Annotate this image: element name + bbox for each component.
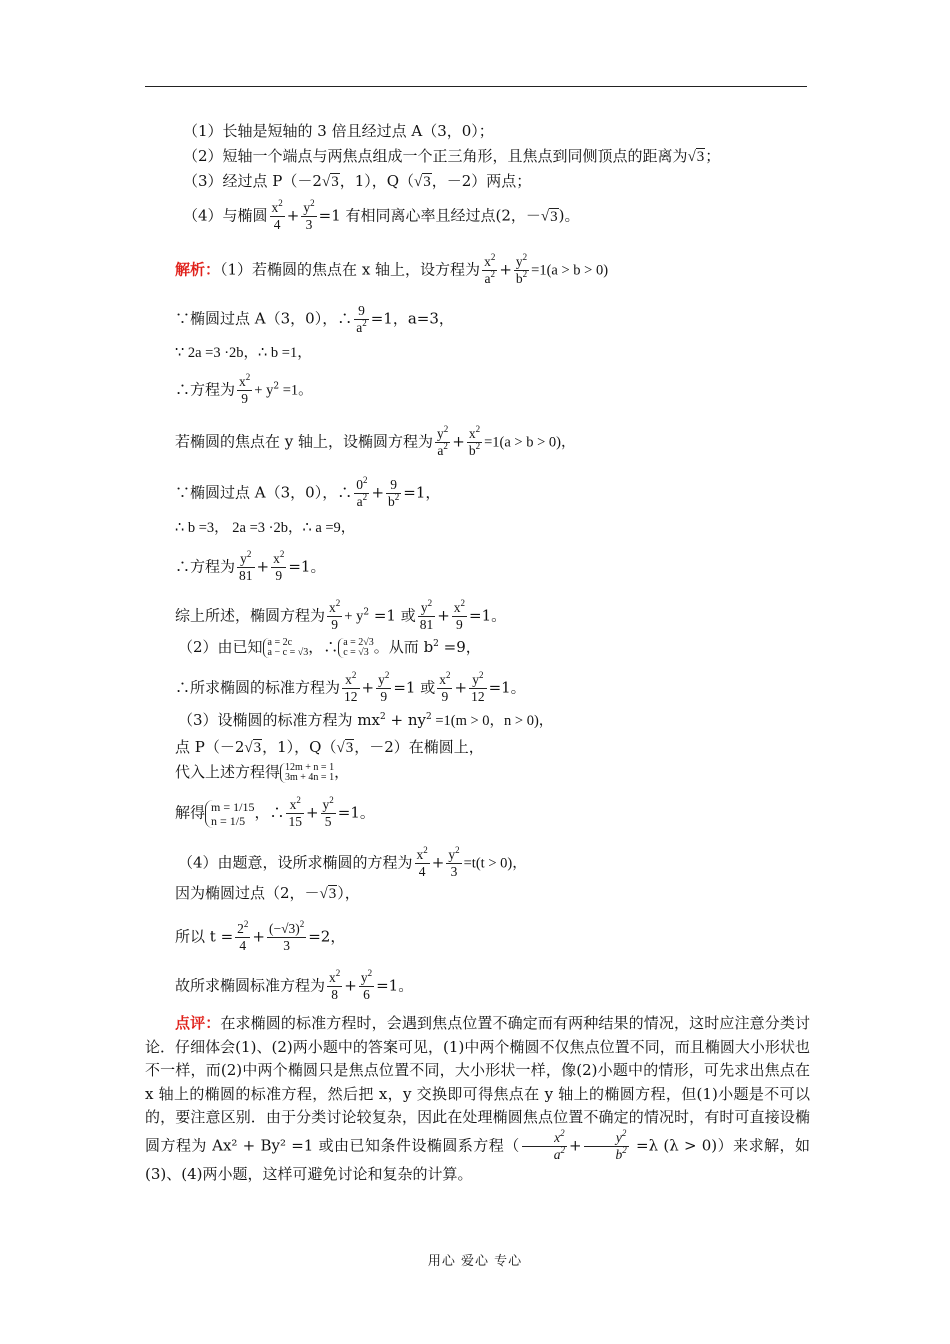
solution-3-points: 点 P（－2√3，1），Q（√3，－2）在椭圆上， — [175, 738, 484, 756]
solution-2-standard: ∴所求椭圆的标准方程为 $\frac{x^2}{12}$ + $\frac{y^2}{9}$ =1 或 $\frac{x^2}{9}$ + $\frac{y^2}{12}$ =1。 — [175, 670, 526, 704]
solution-3-result: 解得 m = 1/15 n = 1/5 ，∴ $\frac{x^2}{15}$ + $\frac{y^2}{5}$ =1。 — [175, 795, 375, 829]
question-3: （3）经过点 P（－2√3，1），Q（√3，－2）两点； — [183, 172, 532, 190]
question-2: （2）短轴一个端点与两焦点组成一个正三角形，且焦点到同侧顶点的距离为√3； — [183, 147, 721, 165]
solution-4-final: 故所求椭圆标准方程为 $\frac{x^2}{8}$ + $\frac{y^2}{6}$ =1。 — [175, 968, 414, 1002]
solution-1-y-case: 若椭圆的焦点在 y 轴上，设椭圆方程为 $\frac{y^2}{a^2}$ + $\frac{x^2}{b^2}$ =1(a > b > 0)， — [175, 424, 576, 458]
solution-1-pass-y: ∵椭圆过点 A（3，0），∴ $\frac{0^2}{a^2}$ + $\frac{9}{b^2}$ =1， — [175, 475, 441, 509]
solution-1-pass: ∵椭圆过点 A（3，0），∴ $\frac{9}{a^2}$ =1，a=3， — [175, 303, 454, 335]
solution-1-equation: ∴方程为 $\frac{x^2}{9}$ + $y^2 =1$。 — [175, 372, 313, 406]
solution-4-t: 所以 t = $\frac{2^2}{4}$ + $\frac{(-√3)^2}{3}$ =2， — [175, 919, 346, 953]
header-rule — [145, 86, 807, 87]
solution-1-relation: ∵ 2a =3 ·2b，∴ b =1， — [175, 345, 312, 361]
solution-3-setup: （3）设椭圆的标准方程为 $mx^2 + ny^2 =1(m > 0$，n > 0)， — [178, 711, 554, 729]
comment-paragraph: 点评：在求椭圆的标准方程时，会遇到焦点位置不确定而有两种结果的情况，这时应注意分类讨论．仔细体会(1)、(2)两小题中的答案可见，(1)中两个椭圆不仅焦点位置不同，而且椭圆大小形状也不一样，而(2)中两个椭圆只是焦点位置不同，大小形状一样，像(2)小题中的情形，可先求出焦点在 x 轴上的椭圆的标准方程，然后把 x，y 交换即可得焦点在 y 轴上的椭圆方程，但(1)小题是不可以的，要注意区别．由于分类讨论较复杂，因此在处理椭圆焦点位置不确定的情况时，有时可直接设椭圆方程为 Ax² + By² =1 或由已知条件设椭圆系方程（ $\frac{x^2}{a^2}$ + $\frac{y^2}{b^2}$ =λ (λ > 0)）来求解，如(3)、(4)两小题，这样可避免讨论和复杂的计算。 — [145, 1014, 810, 1183]
question-1: （1）长轴是短轴的 3 倍且经过点 A（3，0）； — [183, 122, 494, 140]
solution-1-summary: 综上所述，椭圆方程为 $\frac{x^2}{9}$ + $y^2 =1$ 或 $\frac{y^2}{81}$ + $\frac{x^2}{9}$ =1。 — [175, 598, 507, 632]
solution-4-setup: （4）由题意，设所求椭圆的方程为 $\frac{x^2}{4}$ + $\frac{y^2}{3}$ =t(t > 0)， — [178, 845, 527, 879]
page-footer: 用心 爱心 专心 — [427, 1254, 523, 1269]
solution-1-b3: ∴ b =3， 2a =3 ·2b，∴ a =9， — [175, 520, 356, 536]
solution-2-given: （2）由已知 a = 2c a − c = √3，∴ a = 2√3 c = √3 。从而 $b^2 =9$， — [178, 637, 481, 658]
solution-1-intro: 解析：（1）若椭圆的焦点在 x 轴上，设方程为 $\frac{x^2}{a^2}$ + $\frac{y^2}{b^2}$ =1(a > b > 0) — [175, 252, 609, 286]
solution-3-substitute: 代入上述方程得 12m + n = 1 3m + 4n = 1， — [175, 762, 350, 783]
solution-1-equation-y: ∴方程为 $\frac{y^2}{81}$ + $\frac{x^2}{9}$ =1。 — [175, 549, 326, 583]
solution-4-point: 因为椭圆过点（2，－√3）， — [175, 884, 360, 902]
question-4: （4）与椭圆 $\frac{x^2}{4}$ + $\frac{y^2}{3}$ =1 有相同离心率且经过点(2，－√3)。 — [183, 198, 580, 232]
